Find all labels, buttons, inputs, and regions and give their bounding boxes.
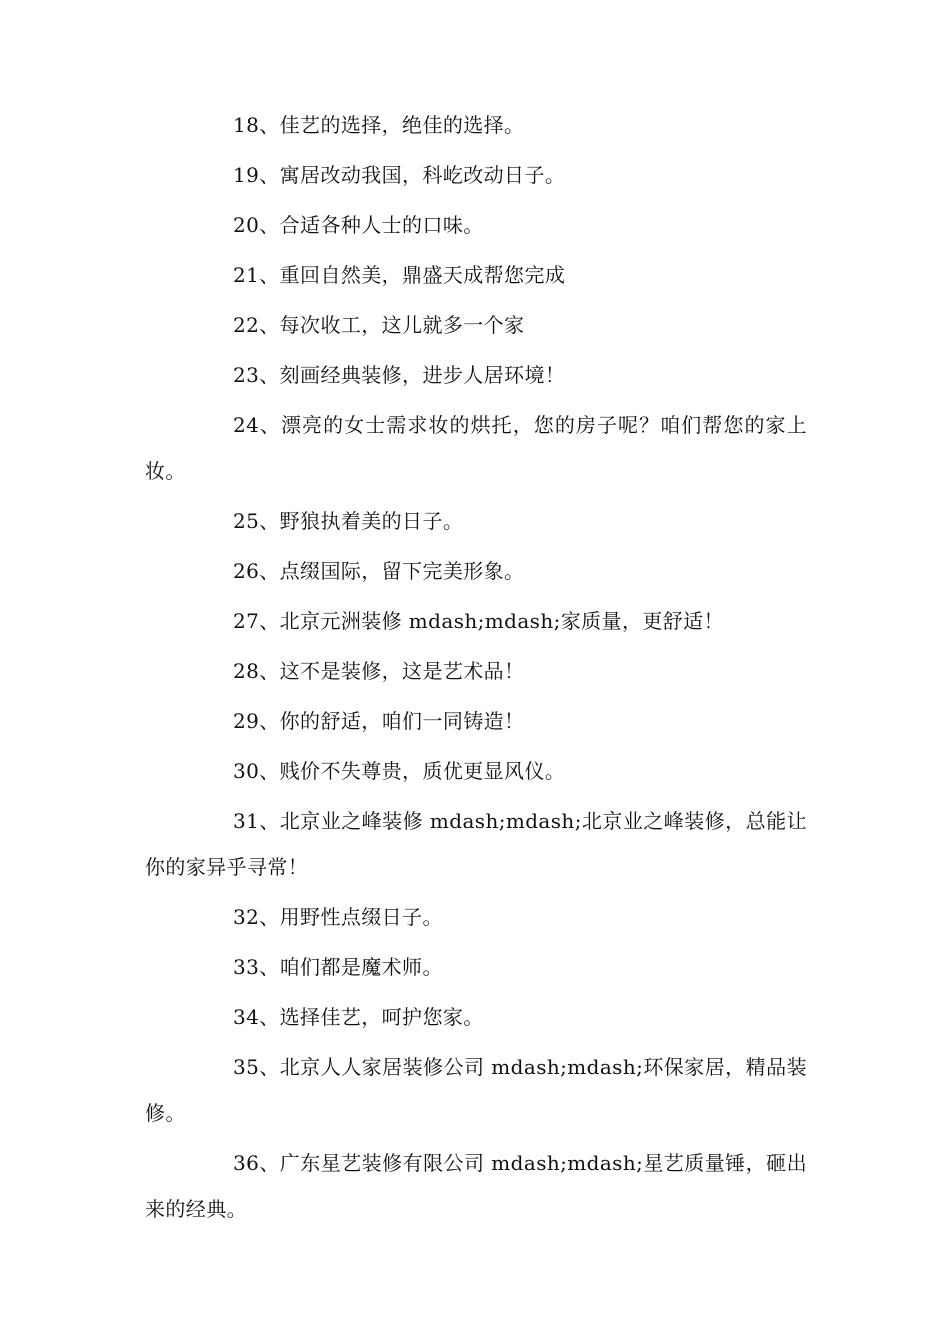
- slogan-paragraph: 29、你的舒适，咱们一同铸造！: [233, 709, 525, 733]
- slogan-paragraph: 34、选择佳艺，呵护您家。: [233, 1005, 484, 1029]
- slogan-paragraph: 30、贱价不失尊贵，质优更显风仪。: [233, 759, 566, 783]
- slogan-paragraph: 24、漂亮的女士需求妆的烘托，您的房子呢？咱们帮您的家上妆。: [145, 413, 807, 483]
- slogan-paragraph: 21、重回自然美，鼎盛天成帮您完成: [233, 263, 566, 287]
- slogan-paragraph: 23、刻画经典装修，进步人居环境！: [233, 363, 566, 387]
- slogan-paragraph: 32、用野性点缀日子。: [233, 905, 443, 929]
- slogan-paragraph: 36、广东星艺装修有限公司 mdash;mdash;星艺质量锤，砸出来的经典。: [145, 1151, 807, 1221]
- slogan-paragraph: 25、野狼执着美的日子。: [233, 509, 464, 533]
- document-body: [145, 113, 807, 1247]
- slogan-paragraph: 22、每次收工，这儿就多一个家: [233, 313, 525, 337]
- slogan-paragraph: 31、北京业之峰装修 mdash;mdash;北京业之峰装修，总能让你的家异乎寻常！: [145, 809, 807, 879]
- slogan-paragraph: 28、这不是装修，这是艺术品！: [233, 659, 525, 683]
- slogan-paragraph: 35、北京人人家居装修公司 mdash;mdash;环保家居，精品装修。: [145, 1055, 807, 1125]
- slogan-paragraph: 33、咱们都是魔术师。: [233, 955, 443, 979]
- slogan-paragraph: 26、点缀国际，留下完美形象。: [233, 559, 525, 583]
- slogan-paragraph: 18、佳艺的选择，绝佳的选择。: [233, 113, 525, 137]
- slogan-paragraph: 27、北京元洲装修 mdash;mdash;家质量，更舒适！: [233, 609, 724, 633]
- slogan-paragraph: 20、合适各种人士的口味。: [233, 213, 484, 237]
- slogan-paragraph: 19、寓居改动我国，科屹改动日子。: [233, 163, 566, 187]
